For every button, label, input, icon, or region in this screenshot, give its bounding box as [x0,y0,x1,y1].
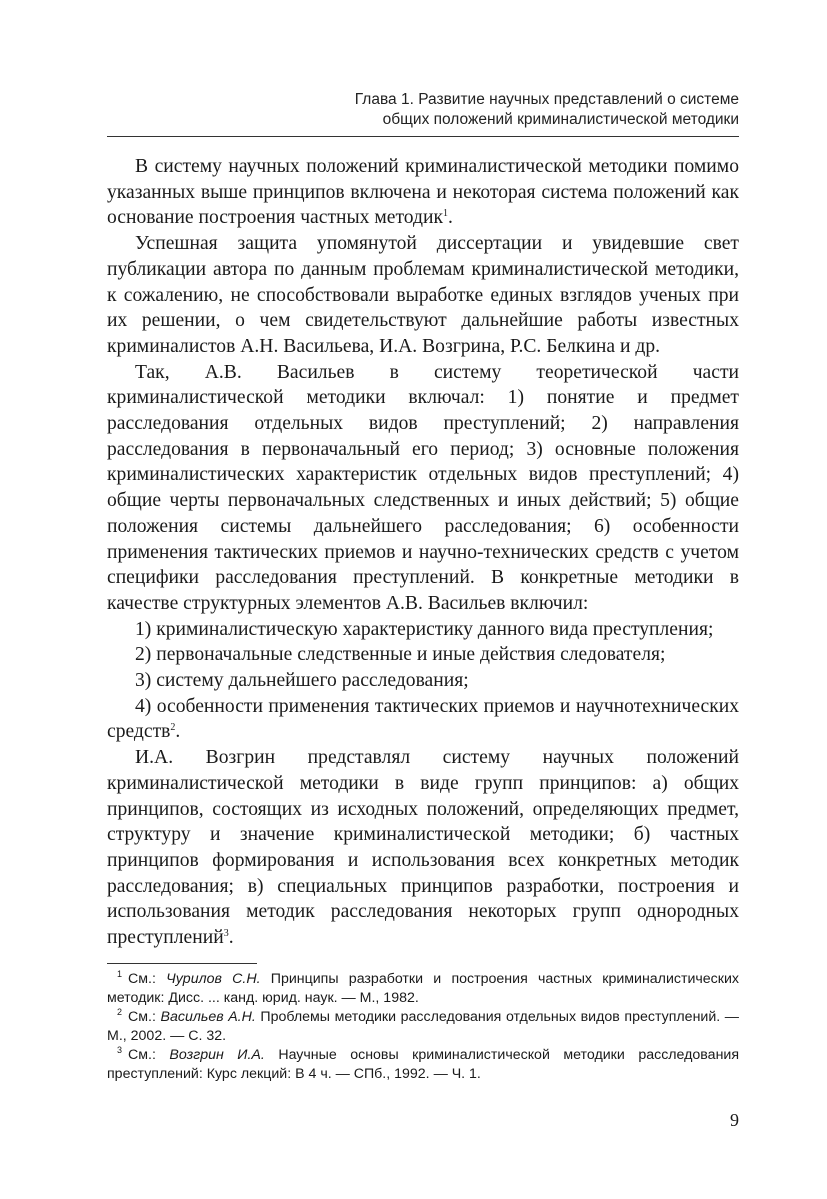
running-header-line-1: Глава 1. Развитие научных представлений о системе [354,91,739,108]
paragraph-4: И.А. Возгрин представлял систему научных положений криминалистической методики в виде групп принципов: а) общих принципов, состоящих из исходных положений, определяющих предмет, структуру и значение криминалистической методики; б) частных принципов формирования и использования всех конкретных методик расследования; в) специальных принципов разработки, построения и использования методик расследования некоторых групп однородных преступлений$^3$. [107,747,739,949]
footnote-1-author: Чурилов С.Н. [166,971,261,987]
footnote-1: $^1$ См.: Чурилов С.Н. Принципы разработки и построения частных криминалистических методик: Дисс. ... канд. юрид. наук. — М., 1982. [107,969,740,1006]
list-item-3: 3) систему дальнейшего расследования; [135,670,469,692]
paragraph-2: Успешная защита упомянутой диссертации и увидевшие свет публикации автора по данным проблемам криминалистической методики, к сожалению, не способствовали выработке единых взглядов ученых при их решении, о чем свидетельствуют дальнейшие работы известных криминалистов А.Н. Васильева, И.А. Возгрина, Р.С. Белкина и др. [107,233,739,357]
footnote-2: $^2$ См.: Васильев А.Н. Проблемы методики расследования отдельных видов преступлений. — М., 2002. — С. 32. [107,1007,739,1044]
footnote-ref-3: 3 [223,928,229,940]
running-header [107,90,739,130]
main-text [107,154,739,951]
footnote-rule [107,963,257,964]
footnotes [107,970,739,1084]
list-item-1: 1) криминалистическую характеристику данного вида преступления; [135,618,714,640]
paragraph-1: В систему научных положений криминалистической методики помимо указанных выше принципов включена и некоторая система положений как основание построения частных методик$^1$. [107,156,739,229]
running-header-line-2: общих положений криминалистической методики [382,111,739,128]
list-item-2: 2) первоначальные следственные и иные действия следователя; [135,644,666,666]
footnote-2-author: Васильев А.Н. [160,1009,256,1025]
header-rule [107,136,739,137]
list-item-4: 4) особенности применения тактических приемов и научнотехнических средств$^2$. [107,695,739,743]
footnote-ref-1: 1 [442,208,448,220]
footnote-3-author: Возгрин И.А. [169,1047,265,1063]
paragraph-3: Так, А.В. Васильев в систему теоретической части криминалистической методики включал: 1) понятие и предмет расследования отдельных видов преступлений; 2) направления расследования в первоначальный его период; 3) основные положения криминалистических характеристик отдельных видов преступлений; 4) общие черты первоначальных следственных и иных действий; 5) общие положения системы дальнейшего расследования; 6) особенности применения тактических приемов и научно-технических средств с учетом специфики расследования преступлений. В конкретные методики в качестве структурных элементов А.В. Васильев включил: [107,361,739,614]
page-number: 9 [730,1110,739,1130]
footnote-ref-2: 2 [170,722,176,734]
footnote-3: $^3$ См.: Возгрин И.А. Научные основы криминалистической методики расследования преступлений: Курс лекций: В 4 ч. — СПб., 1992. — Ч. 1. [107,1045,740,1082]
